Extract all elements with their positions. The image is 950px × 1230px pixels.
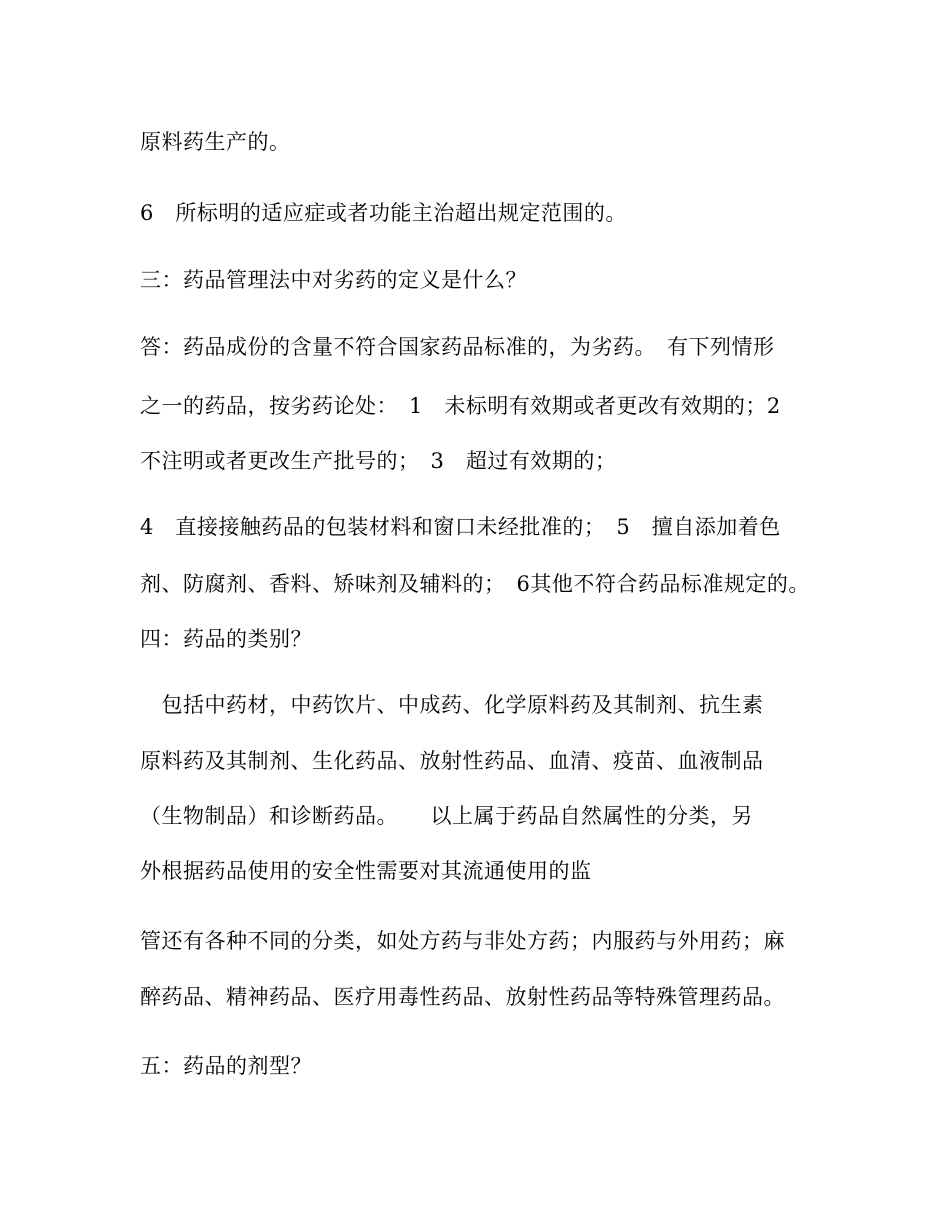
- text-line: 不注明或者更改生产批号的； 3 超过有效期的；: [140, 449, 617, 473]
- text-line: （生物制品）和诊断药品。 以上属于药品自然属性的分类，另: [140, 804, 753, 828]
- text-line: 原料药生产的。: [140, 130, 291, 154]
- section-heading: 四：药品的类别？: [140, 627, 312, 651]
- text-line: 包括中药材，中药饮片、中成药、化学原料药及其制剂、抗生素: [140, 693, 764, 717]
- text-line: 管还有各种不同的分类，如处方药与非处方药；内服药与外用药；麻: [140, 929, 785, 953]
- text-line: 原料药及其制剂、生化药品、放射性药品、血清、疫苗、血液制品: [140, 749, 764, 773]
- text-line: 之一的药品，按劣药论处： 1 未标明有效期或者更改有效期的；2: [140, 394, 781, 418]
- section-heading: 三：药品管理法中对劣药的定义是什么？: [140, 268, 527, 292]
- text-line: 剂、防腐剂、香料、矫味剂及辅料的； 6其他不符合药品标准规定的。: [140, 572, 810, 596]
- text-line: 6 所标明的适应症或者功能主治超出规定范围的。: [140, 201, 627, 225]
- text-line: 4 直接接触药品的包装材料和窗口未经批准的； 5 擅自添加着色: [140, 515, 781, 539]
- text-line: 外根据药品使用的安全性需要对其流通使用的监: [140, 859, 592, 883]
- text-line: 醉药品、精神药品、医疗用毒性药品、放射性药品等特殊管理药品。: [140, 985, 785, 1009]
- text-line: 答：药品成份的含量不符合国家药品标准的，为劣药。 有下列情形: [140, 335, 775, 359]
- section-heading: 五：药品的剂型？: [140, 1054, 312, 1078]
